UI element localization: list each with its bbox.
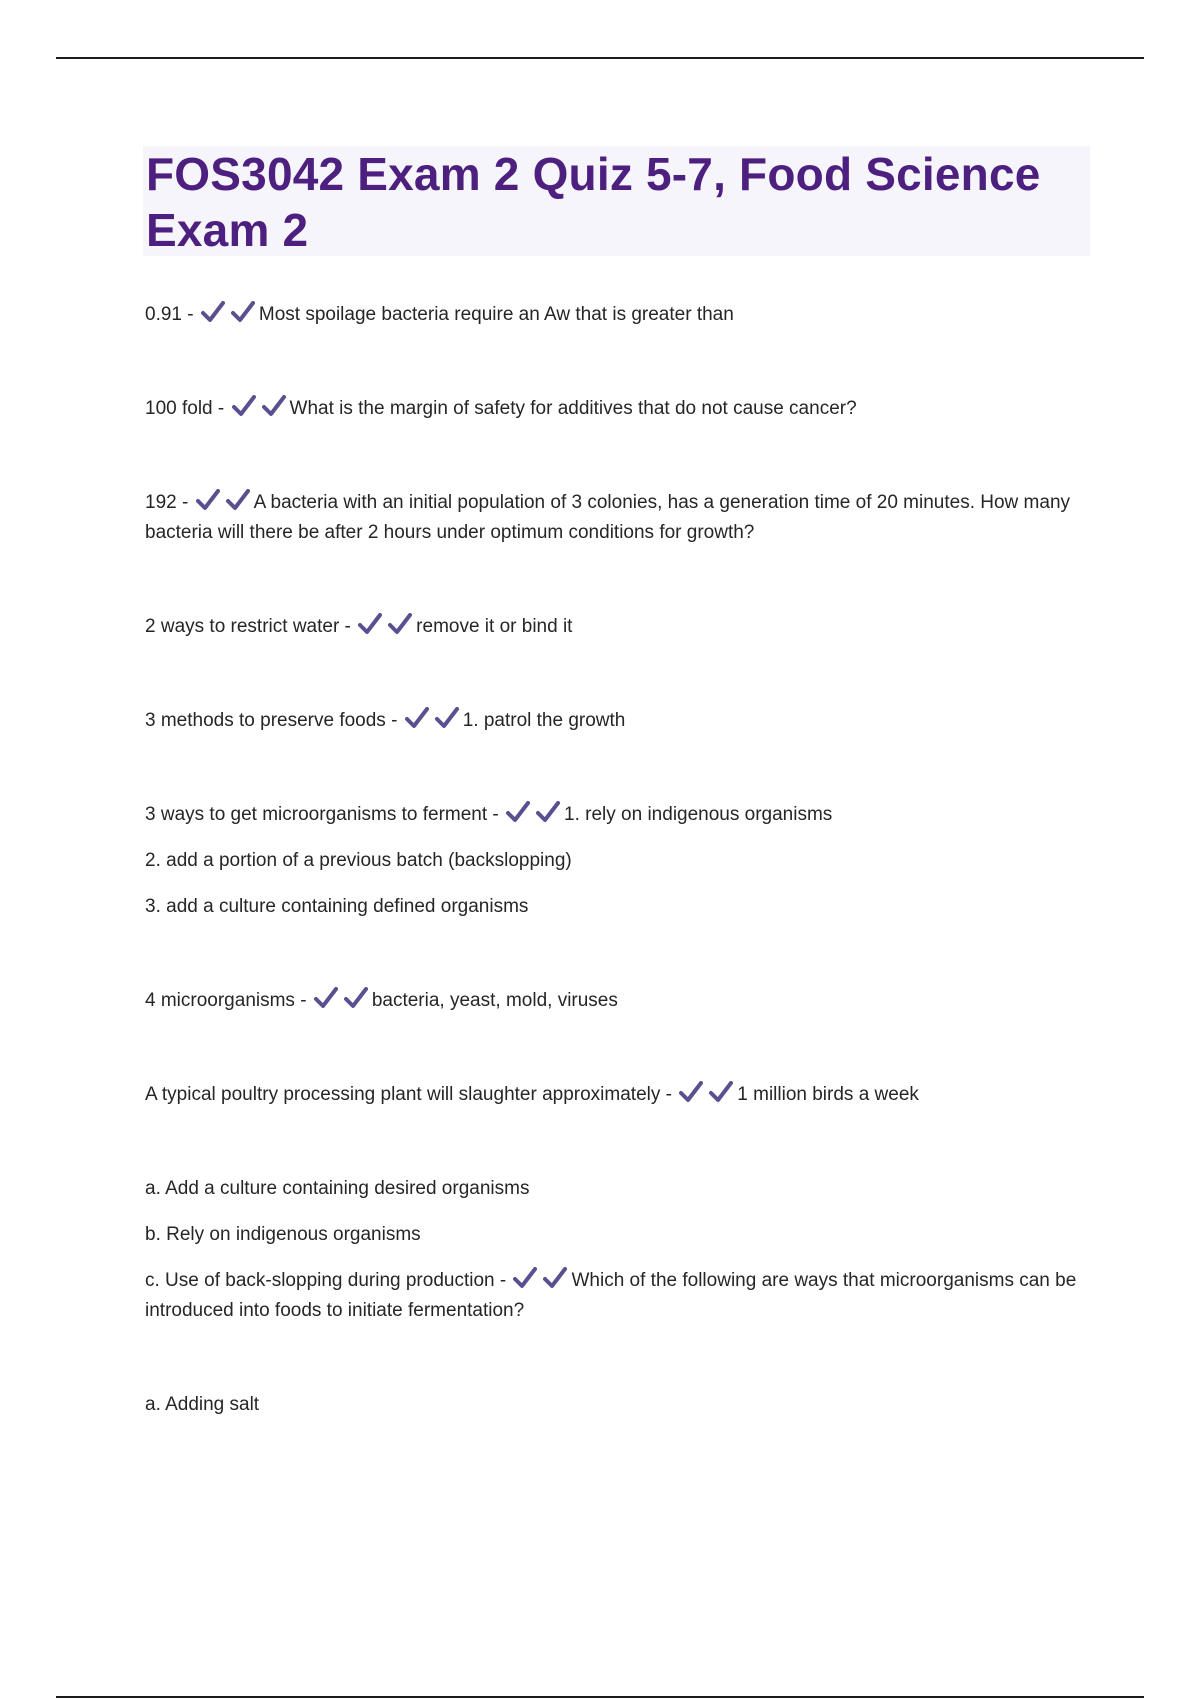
check-icon xyxy=(201,301,225,323)
check-icon xyxy=(226,489,250,511)
entry-answer: 1 million birds a week xyxy=(737,1084,919,1105)
entry-term: 0.91 - xyxy=(145,304,194,325)
check-icon xyxy=(358,613,382,635)
flashcard-entry xyxy=(145,394,1085,424)
check-icon xyxy=(506,801,530,823)
top-rule xyxy=(56,57,1144,59)
entry-answer: 1. patrol the growth xyxy=(462,710,626,731)
answer-checkmarks xyxy=(196,489,250,511)
answer-checkmarks xyxy=(506,801,560,823)
check-icon xyxy=(314,987,338,1009)
entry-option-line: a. Adding salt xyxy=(145,1394,260,1415)
check-icon xyxy=(262,395,286,417)
entry-extra-line: 3. add a culture containing defined organisms xyxy=(145,896,529,917)
bottom-rule xyxy=(56,1696,1144,1698)
entry-answer: What is the margin of safety for additives that do not cause cancer? xyxy=(289,398,857,419)
entry-answer: remove it or bind it xyxy=(416,616,573,637)
entry-term: 3 ways to get microorganisms to ferment - xyxy=(145,804,499,825)
entry-term: 2 ways to restrict water - xyxy=(145,616,351,637)
check-icon xyxy=(405,707,429,729)
entry-extra-line: 2. add a portion of a previous batch (backslopping) xyxy=(145,850,572,871)
check-icon xyxy=(344,987,368,1009)
flashcard-entry xyxy=(145,986,1085,1016)
entry-option-line: b. Rely on indigenous organisms xyxy=(145,1224,421,1245)
flashcard-entry xyxy=(145,612,1085,642)
entry-term: 4 microorganisms - xyxy=(145,990,307,1011)
answer-checkmarks xyxy=(314,987,368,1009)
answer-checkmarks xyxy=(201,301,255,323)
entry-term: A typical poultry processing plant will slaughter approximately - xyxy=(145,1084,672,1105)
entry-answer: A bacteria with an initial population of 3 colonies, has a generation time of 20 minutes. How many bacteria will there be after 2 hours under optimum conditions for growth? xyxy=(145,492,1071,543)
flashcard-entry xyxy=(145,1266,1085,1326)
entry-answer: bacteria, yeast, mold, viruses xyxy=(371,990,618,1011)
entry-term: 3 methods to preserve foods - xyxy=(145,710,398,731)
check-icon xyxy=(231,301,255,323)
check-icon xyxy=(709,1081,733,1103)
answer-checkmarks xyxy=(679,1081,733,1103)
check-icon xyxy=(435,707,459,729)
check-icon xyxy=(232,395,256,417)
check-icon xyxy=(543,1267,567,1289)
check-icon xyxy=(679,1081,703,1103)
check-icon xyxy=(196,489,220,511)
check-icon xyxy=(536,801,560,823)
title-banner xyxy=(143,146,1090,256)
entry-answer: 1. rely on indigenous organisms xyxy=(564,804,833,825)
answer-checkmarks xyxy=(232,395,286,417)
entry-term: c. Use of back-slopping during production - xyxy=(145,1270,507,1291)
check-icon xyxy=(388,613,412,635)
answer-checkmarks xyxy=(513,1267,567,1289)
flashcard-list xyxy=(145,300,1085,1420)
entry-answer: Which of the following are ways that microorganisms can be introduced into foods to initiate fermentation? xyxy=(145,1270,1077,1321)
entry-answer: Most spoilage bacteria require an Aw that is greater than xyxy=(258,304,734,325)
document-title: FOS3042 Exam 2 Quiz 5-7, Food Science Exam 2 xyxy=(146,148,1041,256)
flashcard-entry xyxy=(145,800,1085,830)
entry-term: 192 - xyxy=(145,492,189,513)
flashcard-entry xyxy=(145,1080,1085,1110)
entry-term: 100 fold - xyxy=(145,398,225,419)
flashcard-entry xyxy=(145,488,1085,548)
entry-option-line: a. Add a culture containing desired organisms xyxy=(145,1178,530,1199)
flashcard-entry xyxy=(145,706,1085,736)
check-icon xyxy=(513,1267,537,1289)
answer-checkmarks xyxy=(405,707,459,729)
answer-checkmarks xyxy=(358,613,412,635)
flashcard-entry xyxy=(145,300,1085,330)
